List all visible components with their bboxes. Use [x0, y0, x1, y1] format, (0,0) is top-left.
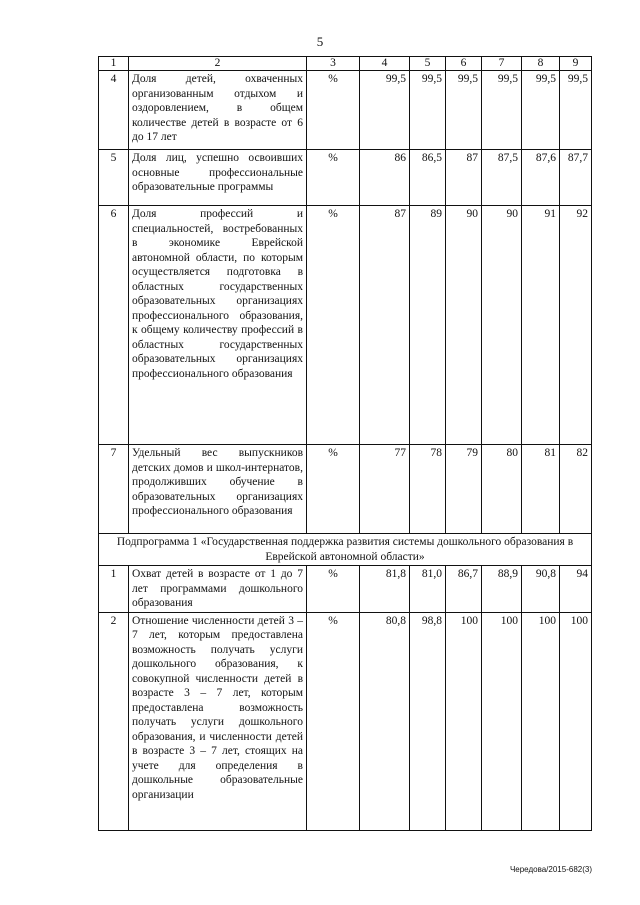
- indicator-name-cell: Доля лиц, успешно освоивших основные профессиональные образовательные программы: [129, 150, 307, 206]
- subprogram-heading-row: [99, 534, 592, 566]
- value-cell: 82: [560, 445, 592, 534]
- value-cell: 88,9: [482, 566, 522, 613]
- value-cell: 90,8: [522, 566, 560, 613]
- value-cell: 86,7: [446, 566, 482, 613]
- table-row: [99, 612, 592, 830]
- value-cell: 79: [446, 445, 482, 534]
- indicator-name-cell: Доля детей, охваченных организованным отдыхом и оздоровлением, в общем количестве детей в возрасте от 6 до 17 лет: [129, 71, 307, 150]
- value-cell: 81: [522, 445, 560, 534]
- unit-cell: %: [307, 206, 360, 445]
- value-cell: 87,7: [560, 150, 592, 206]
- value-cell: 99,5: [522, 71, 560, 150]
- unit-cell: %: [307, 445, 360, 534]
- document-code: Чередова/2015-682(3): [509, 865, 592, 874]
- column-header: 7: [482, 57, 522, 71]
- value-cell: 94: [560, 566, 592, 613]
- column-header: 2: [129, 57, 307, 71]
- value-cell: 98,8: [410, 612, 446, 830]
- row-number-cell: 1: [99, 566, 129, 613]
- column-header: 3: [307, 57, 360, 71]
- value-cell: 99,5: [560, 71, 592, 150]
- value-cell: 99,5: [360, 71, 410, 150]
- value-cell: 89: [410, 206, 446, 445]
- value-cell: 87: [360, 206, 410, 445]
- row-number-cell: 6: [99, 206, 129, 445]
- value-cell: 90: [446, 206, 482, 445]
- value-cell: 100: [560, 612, 592, 830]
- indicator-name-cell: Удельный вес выпускников детских домов и школ-интернатов, продолживших обучение в образовательных организациях профессионального образования: [129, 445, 307, 534]
- column-header: 5: [410, 57, 446, 71]
- value-cell: 100: [446, 612, 482, 830]
- value-cell: 78: [410, 445, 446, 534]
- column-header: 9: [560, 57, 592, 71]
- unit-cell: %: [307, 566, 360, 613]
- column-header: 4: [360, 57, 410, 71]
- table-row: [99, 71, 592, 150]
- table-row: [99, 445, 592, 534]
- row-number-cell: 7: [99, 445, 129, 534]
- table-row: [99, 150, 592, 206]
- column-header: 6: [446, 57, 482, 71]
- indicators-table: [98, 56, 592, 831]
- value-cell: 77: [360, 445, 410, 534]
- value-cell: 99,5: [482, 71, 522, 150]
- table-body: [99, 57, 592, 831]
- value-cell: 81,8: [360, 566, 410, 613]
- value-cell: 87,6: [522, 150, 560, 206]
- column-header: 8: [522, 57, 560, 71]
- value-cell: 86,5: [410, 150, 446, 206]
- value-cell: 80,8: [360, 612, 410, 830]
- value-cell: 86: [360, 150, 410, 206]
- value-cell: 90: [482, 206, 522, 445]
- row-number-cell: 5: [99, 150, 129, 206]
- value-cell: 91: [522, 206, 560, 445]
- row-number-cell: 4: [99, 71, 129, 150]
- table-row: [99, 206, 592, 445]
- table-row: [99, 566, 592, 613]
- unit-cell: %: [307, 150, 360, 206]
- indicator-name-cell: Отношение численности детей 3 – 7 лет, которым предоставлена возможность получать услуги дошкольного образования, к совокупной численности детей в возрасте 3 – 7 лет, которым предоставлена возможность получать услуги дошкольного образования, и численности детей в возрасте 3 – 7 лет, стоящих на учете для определения в дошкольные образовательные организации: [129, 612, 307, 830]
- table-header-row: [99, 57, 592, 71]
- unit-cell: %: [307, 612, 360, 830]
- unit-cell: %: [307, 71, 360, 150]
- value-cell: 81,0: [410, 566, 446, 613]
- subprogram-title: Подпрограмма 1 «Государственная поддержка развития системы дошкольного образования в Еврейской автономной области»: [99, 534, 592, 566]
- column-header: 1: [99, 57, 129, 71]
- indicator-name-cell: Охват детей в возрасте от 1 до 7 лет программами дошкольного образования: [129, 566, 307, 613]
- value-cell: 100: [522, 612, 560, 830]
- row-number-cell: 2: [99, 612, 129, 830]
- value-cell: 100: [482, 612, 522, 830]
- value-cell: 99,5: [410, 71, 446, 150]
- value-cell: 92: [560, 206, 592, 445]
- page-number: 5: [316, 34, 324, 49]
- value-cell: 87,5: [482, 150, 522, 206]
- value-cell: 80: [482, 445, 522, 534]
- value-cell: 99,5: [446, 71, 482, 150]
- value-cell: 87: [446, 150, 482, 206]
- indicator-name-cell: Доля профессий и специальностей, востребованных в экономике Еврейской автономной области, по которым осуществляется подготовка в областных государственных образовательных организациях профессионального образования, к общему количеству профессий в областных государственных образовательных организациях профессионального образования: [129, 206, 307, 445]
